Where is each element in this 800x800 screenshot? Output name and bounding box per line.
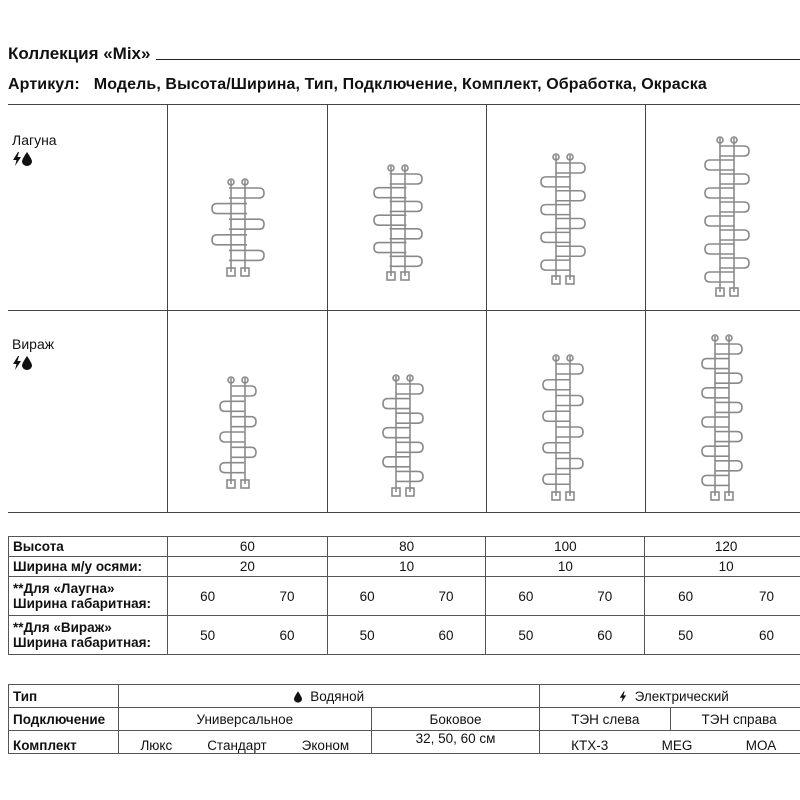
width-value: 60 <box>438 627 454 643</box>
radiator-laguna-100 <box>541 154 585 284</box>
radiator-virazh-80 <box>383 375 423 496</box>
radiator-virazh-60 <box>220 377 256 488</box>
type-water-label: Водяной <box>310 688 365 704</box>
type-label: Тип <box>9 685 119 708</box>
radiator-laguna-80 <box>374 165 422 280</box>
kit-options-cell <box>118 731 371 754</box>
laguna-width-label <box>9 577 168 616</box>
model-name-virazh: Вираж <box>12 336 55 352</box>
laguna-width-cell <box>167 577 327 616</box>
width-value: 50 <box>518 627 534 643</box>
virazh-width-cell <box>645 616 800 655</box>
axis-width-value: 10 <box>327 557 486 577</box>
electric-kit: КТХ-3 <box>571 738 609 753</box>
electric-kit: МОА <box>745 738 777 753</box>
table-row <box>9 731 800 754</box>
laguna-width-cell <box>486 577 645 616</box>
radiator-virazh-120 <box>702 335 742 500</box>
electric-kit: МЕG <box>661 738 693 753</box>
width-value: 60 <box>759 627 775 643</box>
virazh-label-line: Ширина габаритная: <box>13 635 151 650</box>
type-electric-label: Электрический <box>634 688 729 704</box>
kit-option: Стандарт <box>207 738 267 753</box>
type-electric <box>540 685 800 708</box>
width-value: 70 <box>759 588 775 604</box>
laguna-label-line: Ширина габаритная: <box>13 596 151 611</box>
electric-kits-cell <box>540 731 800 754</box>
radiator-laguna-60 <box>212 179 264 276</box>
side-sizes: 32, 50, 60 см <box>371 731 540 754</box>
bolt-icon <box>619 691 627 703</box>
table-row <box>9 557 800 577</box>
axis-width-value: 10 <box>645 557 800 577</box>
type-table <box>8 684 800 754</box>
dimensions-table <box>8 536 800 655</box>
virazh-width-cell <box>327 616 486 655</box>
connection-ten-left: ТЭН слева <box>540 708 671 731</box>
width-value: 60 <box>200 588 216 604</box>
width-value: 60 <box>678 588 694 604</box>
width-value: 70 <box>438 588 454 604</box>
width-value: 60 <box>279 627 295 643</box>
laguna-width-cell <box>645 577 800 616</box>
type-water <box>118 685 539 708</box>
collection-title: Коллекция «Mix» <box>8 44 151 63</box>
article-fields: Модель, Высота/Ширина, Тип, Подключение, Комплект, Обработка, Окраска <box>93 76 707 93</box>
article-label: Артикул: <box>8 76 80 93</box>
radiator-virazh-100 <box>543 355 583 500</box>
kit-label: Комплект <box>9 731 119 754</box>
width-value: 70 <box>597 588 613 604</box>
axis-width-label: Ширина м/у осями: <box>9 557 168 577</box>
virazh-width-cell <box>167 616 327 655</box>
table-row <box>9 708 800 731</box>
table-row <box>9 616 800 655</box>
radiator-laguna-120 <box>705 137 749 296</box>
width-value: 60 <box>597 627 613 643</box>
connection-ten-right: ТЭН справа <box>671 708 800 731</box>
kit-option: Эконом <box>301 738 350 753</box>
width-value: 60 <box>359 588 375 604</box>
width-value: 70 <box>279 588 295 604</box>
height-value: 120 <box>645 537 800 557</box>
laguna-width-cell <box>327 577 486 616</box>
laguna-label-line: **Для «Лаугна» <box>13 581 115 596</box>
height-value: 100 <box>486 537 645 557</box>
connection-side: Боковое <box>371 708 540 731</box>
virazh-width-cell <box>486 616 645 655</box>
drop-icon <box>294 691 302 703</box>
table-row <box>9 537 800 557</box>
connection-label: Подключение <box>9 708 119 731</box>
axis-width-value: 10 <box>486 557 645 577</box>
model-name-laguna: Лагуна <box>12 132 57 148</box>
kit-option: Люкс <box>140 738 173 753</box>
table-row <box>9 577 800 616</box>
width-value: 50 <box>359 627 375 643</box>
height-label: Высота <box>9 537 168 557</box>
width-value: 50 <box>200 627 216 643</box>
axis-width-value: 20 <box>167 557 327 577</box>
virazh-label-line: **Для «Вираж» <box>13 620 112 635</box>
width-value: 50 <box>678 627 694 643</box>
height-value: 80 <box>327 537 486 557</box>
virazh-width-label <box>9 616 168 655</box>
table-row <box>9 685 800 708</box>
width-value: 60 <box>518 588 534 604</box>
connection-universal: Универсальное <box>118 708 371 731</box>
height-value: 60 <box>167 537 327 557</box>
